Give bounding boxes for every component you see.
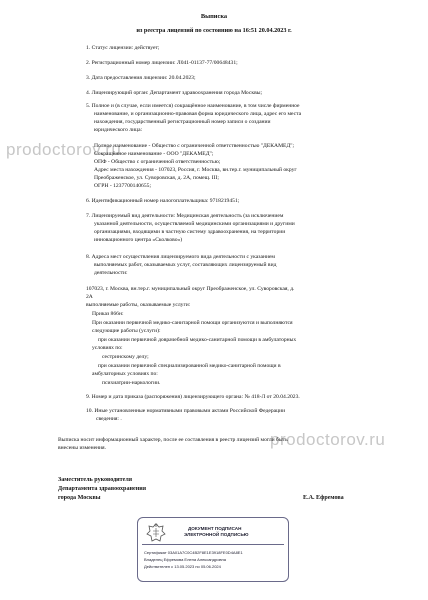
item-license-status: 1. Статус лицензии: действует; [86, 45, 160, 51]
signatory-name: Е.А. Ефремова [303, 495, 344, 501]
stamp-title-line-1: ДОКУМЕНТ ПОДПИСАН [188, 526, 242, 531]
services-heading: выполняемые работы, оказываемые услуги: [86, 302, 191, 308]
services-line-5: сестринскому делу; [102, 354, 149, 360]
company-full-name: Полное наименование - Общество с ограниченной ответственностью "ДЕКАМЕД"; [94, 143, 295, 149]
item-other-info-line-2: сведения: . [96, 416, 122, 422]
item-name-heading-line-3: нахождения, государственный регистрационный номер записи о создании [94, 119, 271, 125]
stamp-divider [142, 544, 284, 545]
signatory-position-line-3: города Москвы [58, 495, 101, 501]
item-activity-line-1: 7. Лицензируемый вид деятельности: Медицинская деятельность (за исключением [86, 213, 284, 219]
company-short-name: Сокращённое наименование - ООО "ДЕКАМЕД"; [94, 151, 214, 157]
item-registration-number: 2. Регистрационный номер лицензии: Л041-01137-77/00648431; [86, 60, 238, 66]
document-title: Выписка [200, 13, 228, 20]
order-866n: Приказ 866н: [92, 311, 124, 317]
item-issue-date: 3. Дата предоставления лицензии: 20.04.2023; [86, 75, 196, 81]
services-line-7: амбулаторных условиях по: [92, 371, 158, 377]
watermark-left: prodoctorov.ru [6, 140, 122, 159]
info-note-line-2: внесены изменения. [58, 445, 107, 451]
watermark-right: prodoctorov.ru [270, 430, 386, 449]
item-name-heading-line-2: наименование, и организационно-правовая форма юридического лица, адрес его места [94, 111, 302, 117]
services-line-8: психиатрии-наркологии. [102, 380, 161, 386]
services-line-4: условиях по: [92, 345, 123, 351]
stamp-certificate: Сертификат 03A01A7C0C4B2F8E1E3918FE0D4A8E1 [144, 550, 243, 555]
item-activity-line-4: инновационного центра «Сколково») [94, 237, 183, 243]
item-name-heading-line-4: юридического лица: [94, 127, 143, 133]
stamp-owner: Владелец Ефремова Елена Александровна [144, 557, 226, 562]
services-line-6: при оказании первичной специализированной медико-санитарной помощи в [98, 363, 281, 369]
company-address-line-2: Преображенское, ул. Суворовская, д. 2А, помещ. III; [94, 175, 219, 181]
item-activity-line-2: указанной деятельности, осуществляемой медицинскими организациями и другими [94, 221, 295, 227]
info-note-line-1: Выписка носит информационный характер, после ее составления в реестр лицензий могли быть [58, 437, 288, 443]
document-subtitle: из реестра лицензий по состоянию на 16:51 20.04.2023 г. [136, 27, 292, 34]
item-activity-line-3: организациями, входящими в частную систему здравоохранения, на территории [94, 229, 286, 235]
item-order-number: 9. Номер и дата приказа (распоряжения) лицензирующего органа: № 418-Л от 20.04.2023. [86, 394, 300, 400]
services-line-3: при оказании первичной доврачебной медико-санитарной помощи в амбулаторных [98, 337, 297, 343]
company-address-line-1: Адрес места нахождения - 107023, Россия, г. Москва, вн.тер.г. муниципальный округ [94, 167, 297, 173]
company-legal-form: ОПФ - Общество с ограниченной ответственностью; [94, 159, 221, 165]
stamp-title-line-2: ЭЛЕКТРОННОЙ ПОДПИСЬЮ [184, 532, 249, 537]
activity-address-line-1: 107023, г. Москва, вн.тер.г. муниципальный округ Преображенское, ул. Суворовская, д. [86, 286, 295, 292]
activity-address-line-2: 2А [86, 294, 93, 300]
item-licensing-authority: 4. Лицензирующий орган: Департамент здравоохранения города Москвы; [86, 90, 263, 96]
electronic-signature-stamp [137, 517, 289, 582]
services-line-1: При оказании первичной медико-санитарной помощи организуются и выполняются [92, 320, 293, 326]
stamp-validity: Действителен с 13.05.2023 по 05.06.2024 [144, 564, 221, 569]
item-inn: 6. Идентификационный номер налогоплательщика: 9718219451; [86, 198, 240, 204]
company-ogrn: ОГРН - 1237700140655; [94, 183, 151, 189]
item-name-heading-line-1: 5. Полное и (в случае, если имеется) сокращённое наименование, в том числе фирменное [86, 103, 300, 109]
item-addresses-line-1: 8. Адреса мест осуществления лицензируемого вида деятельности с указанием [86, 254, 275, 260]
services-line-2: следующие работы (услуги): [92, 328, 161, 334]
signatory-position-line-1: Заместитель руководителя [58, 477, 133, 483]
coat-of-arms-icon [146, 522, 166, 544]
item-addresses-line-3: деятельности: [94, 270, 128, 276]
signatory-position-line-2: Департамента здравоохранения [58, 486, 147, 492]
item-other-info-line-1: 10. Иные установленные нормативными правовыми актами Российской Федерации [86, 408, 286, 414]
item-addresses-line-2: выполняемых работ, оказываемых услуг, составляющих лицензируемый вид [94, 262, 277, 268]
